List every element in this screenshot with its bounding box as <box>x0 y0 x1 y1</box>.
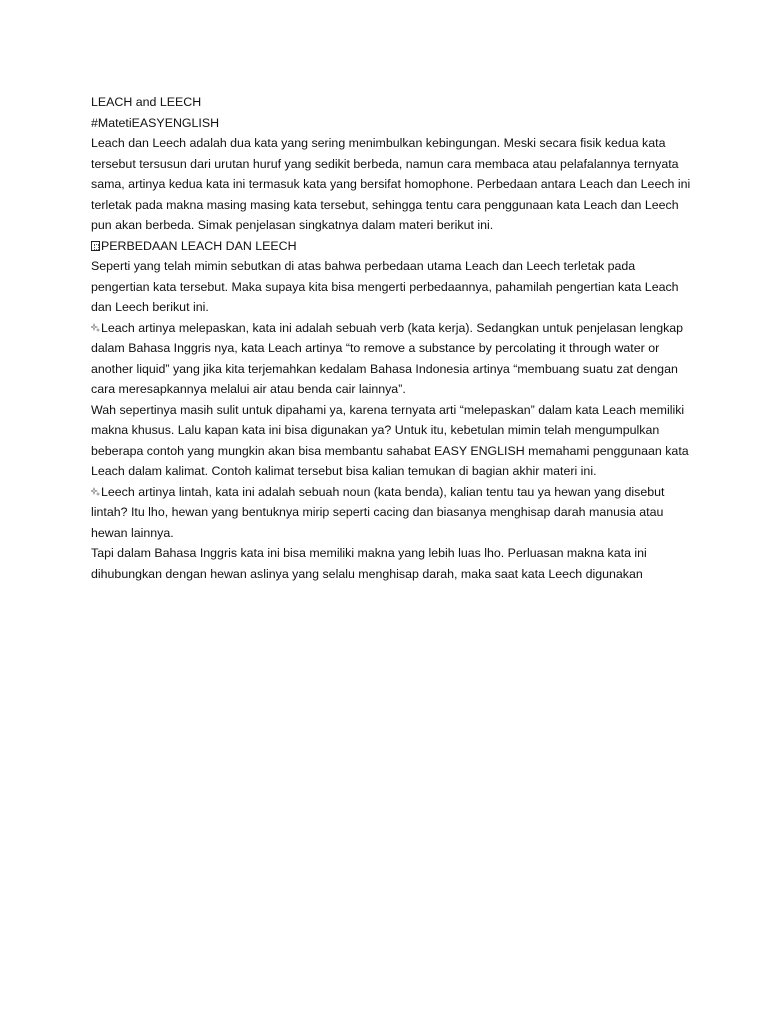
section-heading-text: PERBEDAAN LEACH DAN LEECH <box>101 238 297 253</box>
leach-definition-text: Leach artinya melepaskan, kata ini adalah sebuah verb (kata kerja). Sedangkan untuk penjelasan lengkap dalam Bahasa Inggris nya, kata Leach artinya “to remove a substance by percolating it through water or another liquid” yang jika kita terjemahkan kedalam Bahasa Indonesia artinya “membuang suatu zat dengan cara meresapkannya melalui air atau benda cair lainnya”. <box>91 320 684 396</box>
leach-usage-paragraph: Wah sepertinya masih sulit untuk dipahami ya, karena ternyata arti “melepaskan” dalam kata Leach memiliki makna khusus. Lalu kapan kata ini bisa digunakan ya? Untuk itu, kebetulan mimin telah mengumpulkan beberapa contoh yang mungkin akan bisa membantu sahabat EASY ENGLISH memahami penggunaan kata Leach dalam kalimat. Contoh kalimat tersebut bisa kalian temukan di bagian akhir materi ini. <box>91 402 689 478</box>
intro-paragraph: Leach dan Leech adalah dua kata yang sering menimbulkan kebingungan. Meski secara fisik kedua kata tersebut tersusun dari urutan huruf yang sedikit berbeda, namun cara membaca atau pelafalannya ternyata sama, artinya kedua kata ini termasuk kata yang bersifat homophone. Perbedaan antara Leach dan Leech ini terletak pada makna masing masing kata tersebut, sehingga tentu cara penggunaan kata Leach dan Leech pun akan berbeda. Simak penjelasan singkatnya dalam materi berikut ini. <box>91 136 691 232</box>
section-heading <box>91 236 691 257</box>
hashtag-line: #MatetiEASYENGLISH <box>91 115 220 130</box>
leach-definition-paragraph <box>91 318 691 400</box>
sparkle-icon <box>91 487 100 497</box>
leech-definition-paragraph <box>91 482 691 544</box>
sparkle-icon <box>91 323 100 333</box>
document-body <box>91 92 691 584</box>
leech-definition-text: Leech artinya lintah, kata ini adalah sebuah noun (kata benda), kalian tentu tau ya hewan yang disebut lintah? Itu lho, hewan yang bentuknya mirip seperti cacing dan biasanya menghisap darah manusia atau hewan lainnya. <box>91 484 665 540</box>
leech-extended-meaning-paragraph: Tapi dalam Bahasa Inggris kata ini bisa memiliki makna yang lebih luas lho. Perluasan makna kata ini dihubungkan dengan hewan aslinya yang selalu menghisap darah, maka saat kata Leech digunakan <box>91 546 647 581</box>
missing-glyph-box-icon <box>91 241 100 251</box>
explanation-paragraph: Seperti yang telah mimin sebutkan di atas bahwa perbedaan utama Leach dan Leech terletak pada pengertian kata tersebut. Maka supaya kita bisa mengerti perbedaannya, pahamilah pengertian kata Leach dan Leech berikut ini. <box>91 259 679 314</box>
document-title: LEACH and LEECH <box>91 95 202 109</box>
